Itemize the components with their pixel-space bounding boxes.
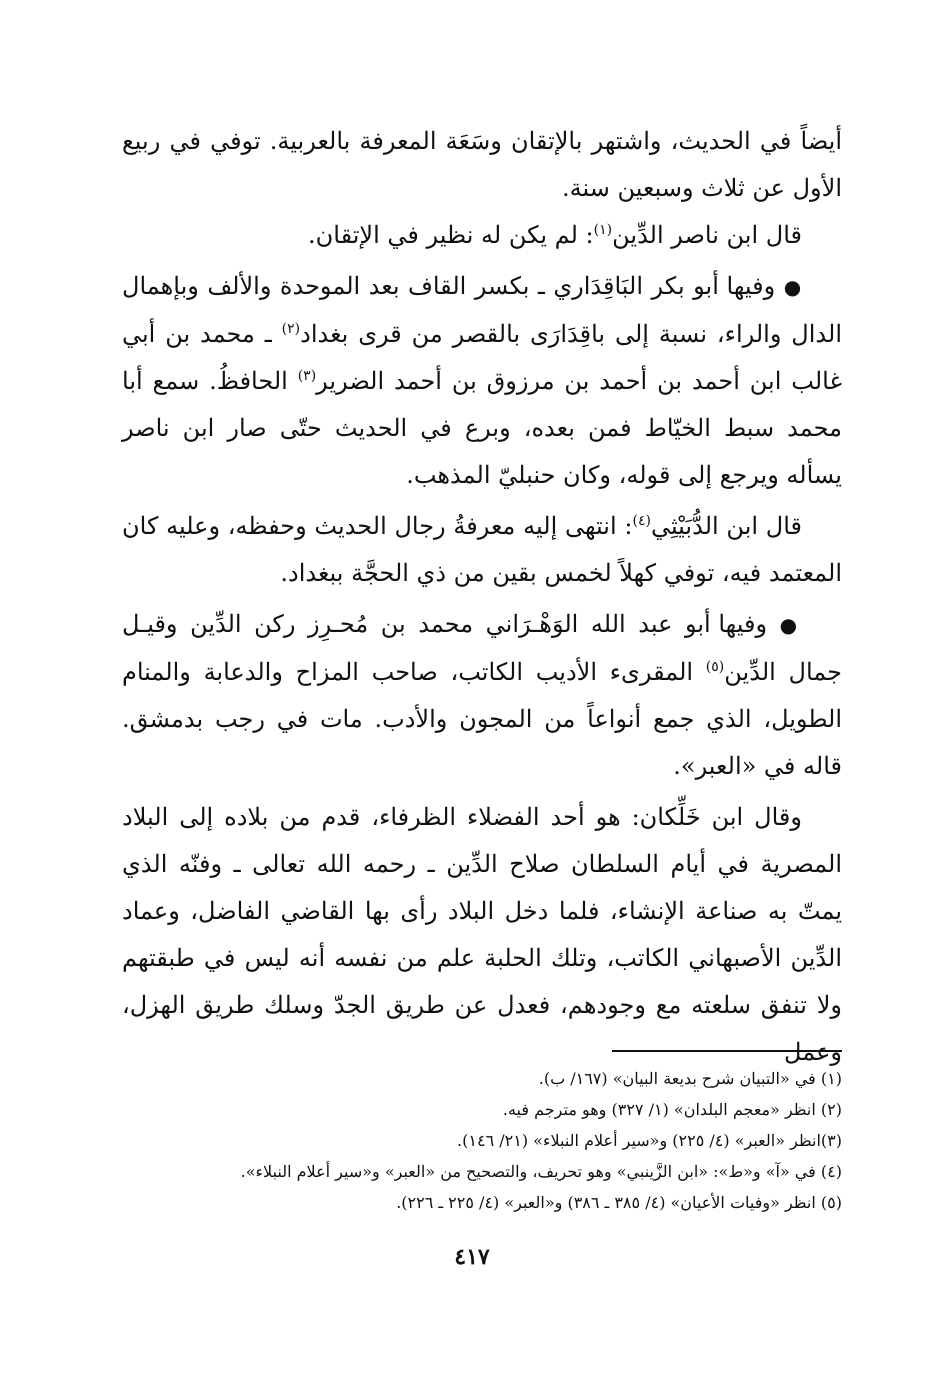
footnote: (١) في «التبيان شرح بديعة البيان» (١٦٧/ ب).	[538, 1069, 842, 1088]
paragraph: وقال ابن خَلِّكان: هو أحد الفضلاء الظرفاء، قدم من بلاده إلى البلاد المصرية في أيام السلطان صلاح الدِّين ـ رحمه الله تعالى ـ وفنّه الذي يمتّ به صناعة الإنشاء، فلما دخل البلاد رأى بها القاضي الفاضل، وعماد الدِّين الأصبهاني الكاتب، وتلك الحلبة علم من نفسه أنه ليس في طبقتهم ولا تنفق سلعته مع وجودهم، فعدل عن طريق الجدّ وسلك طريق الهزل، وعمل	[122, 803, 842, 1066]
paragraph-text: : لم يكن له نظير في الإتقان.	[308, 221, 594, 249]
bullet-icon: ●	[783, 275, 802, 299]
footnote-marker: (٥)	[705, 659, 725, 675]
footnote-marker: (٣)	[297, 368, 317, 384]
main-text-body	[122, 118, 842, 1076]
paragraph-text: وفيها أبو عبد الله الوَهْـرَاني محمد بن مُحـرِز ركن الدِّين وقيـل جمال الدِّين	[122, 610, 842, 686]
page-number: ٤١٧	[454, 1244, 490, 1270]
footnote-marker: (١)	[593, 222, 613, 238]
paragraph-text: وفيها أبو بكر البَاقِدَاري ـ بكسر القاف بعد الموحدة والألف وبإهمال الدال والراء، نسبة إلى باقِدَارَى بالقصر من قرى بغداد	[122, 272, 842, 348]
paragraph	[122, 212, 842, 259]
footnote: (٤) في «آ» و«ط»: «ابن الزَّينبي» وهو تحريف، والتصحيح من «العبر» و«سير أعلام النبلاء».	[240, 1162, 842, 1181]
paragraph-text: الحافظُ. سمع أبا محمد سبط الخيّاط فمن بعده، وبرع في الحديث حتّى صار ابن ناصر يسأله ويرجع إلى قوله، وكان حنبليّ المذهب.	[122, 367, 842, 489]
paragraph: أيضاً في الحديث، واشتهر بالإتقان وسَعَة المعرفة بالعربية. توفي في ربيع الأول عن ثلاث وسبعين سنة.	[122, 127, 842, 202]
footnote: (٢) انظر «معجم البلدان» (١/ ٣٢٧) وهو مترجم فيه.	[502, 1100, 842, 1119]
paragraph	[122, 503, 842, 597]
paragraph-text: المقرىء الأديب الكاتب، صاحب المزاح والدعابة والمنام الطويل، الذي جمع أنواعاً من المجون والأدب. مات في رجب بدمشق. قاله في «العبر».	[122, 658, 842, 780]
footnote-marker: (٤)	[632, 513, 651, 529]
paragraph-text: قال ابن الدُّبَيْثِي	[650, 512, 803, 540]
paragraph	[122, 263, 842, 499]
paragraph-text: : انتهى إليه معرفةُ رجال الحديث وحفظه، وعليه كان المعتمد فيه، توفي كهلاً لخمس بقين من ذي الحجَّة ببغداد.	[122, 512, 842, 587]
bullet-icon: ●	[779, 613, 802, 637]
paragraph-text: قال ابن ناصر الدِّين	[612, 221, 802, 249]
footnotes	[122, 1063, 842, 1218]
footnote-marker: (٢)	[281, 321, 301, 337]
paragraph-text: ـ محمد بن أبي غالب ابن أحمد بن أحمد بن مرزوق بن أحمد الضرير	[122, 320, 842, 395]
footnote-divider	[612, 1050, 842, 1052]
paragraph	[122, 601, 842, 790]
footnote: (٣)انظر «العبر» (٤/ ٢٢٥) و«سير أعلام النبلاء» (٢١/ ١٤٦).	[457, 1131, 842, 1150]
footnote: (٥) انظر «وفيات الأعيان» (٤/ ٣٨٥ ـ ٣٨٦) و«العبر» (٤/ ٢٢٥ ـ ٢٢٦).	[396, 1193, 842, 1212]
